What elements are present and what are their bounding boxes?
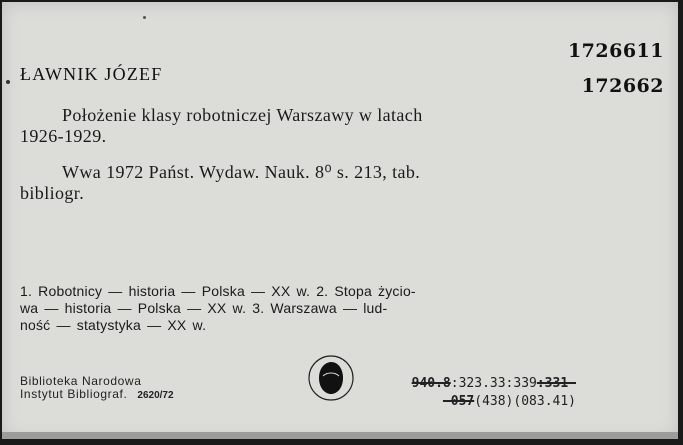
class-line-1: :323.33:339: [450, 376, 537, 391]
call-number-2: 172662: [581, 75, 664, 97]
subject-headings: [20, 283, 585, 334]
title-line-2: 1926-1929.: [20, 126, 107, 146]
subject-line-1: 1. Robotnicy — historia — Polska — XX w. 2. Stopa życio-: [20, 283, 416, 299]
classification-number: [412, 375, 576, 411]
subject-line-2: wa — historia — Polska — XX w. 3. Warszawa — lud-: [20, 300, 388, 316]
book-title: [20, 105, 588, 147]
library-credit: [20, 375, 174, 402]
class-struck-1: 940.8: [411, 376, 451, 391]
catalog-card: [2, 2, 678, 439]
library-name: Biblioteka Narodowa: [20, 374, 142, 388]
class-struck-2: :331-: [536, 376, 576, 391]
subject-line-3: ność — statystyka — XX w.: [20, 317, 207, 333]
author-heading: ŁAWNIK JÓZEF: [20, 64, 163, 84]
call-number-1: 1726611: [567, 40, 664, 62]
class-line-2: (438)(083.41): [474, 394, 576, 409]
institute-name: Instytut Bibliograf.: [20, 387, 128, 401]
library-logo-icon: [305, 352, 357, 404]
imprint: [20, 162, 588, 204]
card-edge: [2, 432, 678, 439]
ink-dot: [143, 16, 146, 19]
title-line-1: Położenie klasy robotniczej Warszawy w latach: [62, 105, 423, 125]
class-struck-3: -057: [442, 394, 475, 409]
imprint-line-2: bibliogr.: [20, 183, 85, 203]
imprint-line-1: Wwa 1972 Państ. Wydaw. Nauk. 8⁰ s. 213, tab.: [62, 162, 421, 182]
card-number: 2620/72: [137, 390, 174, 401]
card-bullet: [6, 80, 10, 84]
